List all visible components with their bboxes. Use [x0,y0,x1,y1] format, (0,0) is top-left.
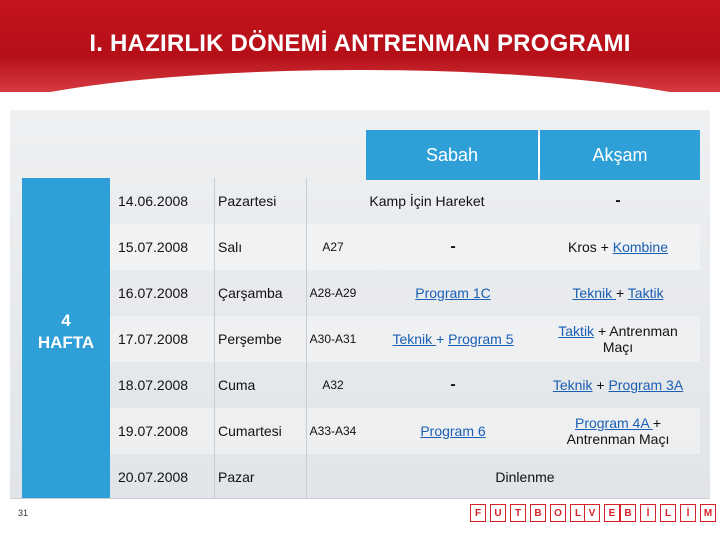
row-aksam [546,408,690,454]
row-code: A33-A34 [309,423,357,438]
row-aksam [546,270,690,316]
row-sabah [360,270,546,316]
aksam-link-taktik[interactable]: Taktik [627,285,664,301]
week-number: 4 [61,311,71,330]
aksam-link-program-3a[interactable]: Program 3A [608,377,684,393]
aksam-part: Kros + [567,239,613,255]
brand-word-futbol [470,504,586,522]
brand-letter: T [510,504,526,522]
row-day: Pazartesi [218,193,277,209]
week-label [22,310,110,354]
table-row [110,316,700,362]
table-row [110,224,700,270]
row-code: A32 [322,377,344,392]
column-header-sabah: Sabah [366,130,538,180]
aksam-link-kombine[interactable]: Kombine [612,239,668,255]
row-date: 14.06.2008 [118,193,189,209]
row-code: A30-A31 [309,331,357,346]
brand-letter: L [660,504,676,522]
row-day: Salı [218,239,243,255]
column-divider [306,178,307,498]
brand-letter: İ [640,504,656,522]
brand-letter: V [584,504,600,522]
brand-word-ve [584,504,620,522]
row-date: 19.07.2008 [118,423,189,439]
row-sabah [360,408,546,454]
brand-letter: B [530,504,546,522]
row-date: 18.07.2008 [118,377,189,393]
brand-letter: B [620,504,636,522]
row-code: A28-A29 [309,285,357,300]
row-date: 20.07.2008 [118,469,189,485]
aksam-part: + Antrenman Maçı [594,323,678,355]
row-aksam: - [615,192,621,209]
aksam-part: + Antrenman Maçı [566,415,670,447]
sabah-link-program-1c[interactable]: Program 1C [415,285,491,301]
row-code: A27 [322,239,344,254]
table-row [110,270,700,316]
brand-letter: F [470,504,486,522]
aksam-link-program-4a[interactable]: Program 4A [574,415,653,431]
table-row [110,178,700,224]
footer-divider [10,498,710,499]
row-sabah [360,316,546,362]
aksam-part: + [592,377,609,393]
page-title: I. HAZIRLIK DÖNEMİ ANTRENMAN PROGRAMI [89,30,631,57]
sabah-link-program-6[interactable]: Program 6 [420,423,486,439]
sabah-part: + [436,331,449,347]
brand-letter: E [604,504,620,522]
row-date: 16.07.2008 [118,285,189,301]
row-sabah: - [450,376,456,393]
brand-letter: İ [680,504,696,522]
brand-letter: L [570,504,586,522]
row-merged: Dinlenme [495,469,555,485]
row-day: Perşembe [218,331,282,347]
brand-letter: O [550,504,566,522]
brand-letter: M [700,504,716,522]
brand-word-bilim [620,504,716,522]
aksam-link-taktik[interactable]: Taktik [558,323,595,339]
aksam-part: + [615,285,628,301]
row-day: Cumartesi [218,423,282,439]
table-row [110,454,700,500]
sabah-link-program-5[interactable]: Program 5 [448,331,514,347]
column-header-aksam: Akşam [540,130,700,180]
row-day: Cuma [218,377,256,393]
row-date: 15.07.2008 [118,239,189,255]
aksam-link-teknik[interactable]: Teknik [572,285,616,301]
row-day: Çarşamba [218,285,283,301]
page-number: 31 [18,508,29,518]
row-aksam [546,362,690,408]
sabah-link-teknik[interactable]: Teknik [392,331,437,347]
aksam-link-teknik[interactable]: Teknik [552,377,593,393]
row-aksam [546,316,690,362]
table-row [110,408,700,454]
row-sabah: - [450,238,456,255]
row-day: Pazar [218,469,255,485]
row-date: 17.07.2008 [118,331,189,347]
column-divider [214,178,215,498]
row-aksam [546,224,690,270]
row-sabah: Kamp İçin Hareket [369,193,485,209]
week-word: HAFTA [37,333,95,352]
table-row [110,362,700,408]
brand-letter: U [490,504,506,522]
